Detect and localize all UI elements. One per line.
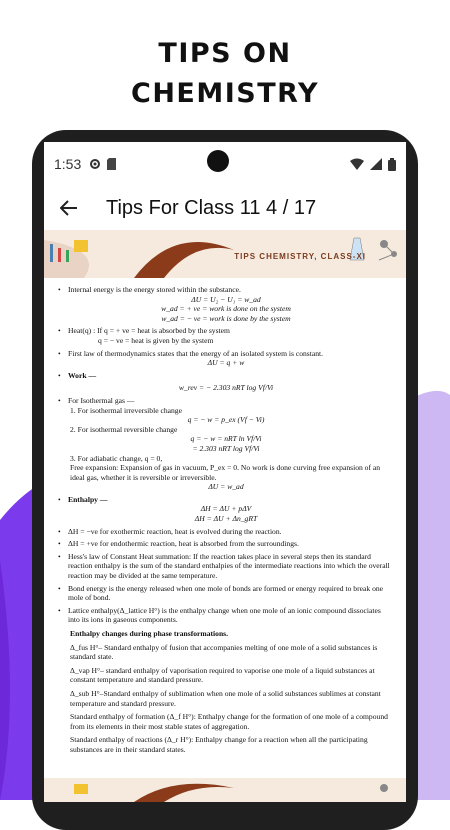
- doc-line: q = − w = p_ex (Vf − Vi): [187, 415, 265, 425]
- status-time: 1:53: [54, 156, 82, 172]
- doc-line: For Isothermal gas —: [68, 395, 135, 405]
- page-title: Tips For Class 11 4 / 17: [106, 196, 317, 219]
- doc-line: ΔH = ΔU + Δn_gRT: [194, 514, 258, 524]
- arrow-left-icon: [60, 200, 78, 216]
- doc-line: Heat(q) : If q = + ve = heat is absorbed by the system: [68, 326, 230, 336]
- doc-line: Bond energy is the energy released when one mole of bonds are formed or energy required to break one mole of bond.: [68, 583, 384, 603]
- doc-line: ΔH = ΔU + pΔV: [200, 504, 252, 514]
- doc-line: q = − w = nRT ln Vf/Vi: [190, 434, 262, 444]
- signal-icon: [370, 158, 382, 170]
- doc-line: Δ_vap H°– standard enthalpy of vaporisation required to vaporise one mole of a liquid substances at constant temperature and standard pressure.: [70, 665, 375, 685]
- doc-line: Internal energy is the energy stored within the substance.: [68, 285, 241, 294]
- doc-line: 1. For isothermal irreversible change: [70, 405, 182, 415]
- doc-line: Δ_fus H°– Standard enthalpy of fusion that accompanies melting of one mole of a solid substances is standard state.: [70, 642, 378, 662]
- doc-line: 3. For adiabatic change, q = 0,: [70, 453, 163, 463]
- doc-line: Standard enthalpy of reactions (Δ_r H°): Enthalpy change for a reaction when all the participating substances are in their standard states.: [70, 735, 368, 754]
- promo-title-line2: CHEMISTRY: [131, 78, 319, 109]
- status-bar: [44, 142, 406, 186]
- camera-cutout: [207, 150, 229, 172]
- doc-line: Δ_sub H°–Standard enthalpy of sublimation when one mole of a solid substances sublimes at constant temperature and standard pressure.: [70, 688, 381, 708]
- doc-line: 2. For isothermal reversible change: [70, 424, 178, 434]
- doc-line: Enthalpy changes during phase transformations.: [70, 629, 229, 638]
- sim-card-icon: [107, 158, 116, 170]
- document-content: • Internal energy is the energy stored within the substance. ΔU = U₂ − U₁ = w_ad w_ad = + ve = work is done on the system w_ad = − ve = work is done by the system • Heat(q) : If q = + ve = heat is absorbed by the system q = − ve = heat is given by the system • First law of thermodynamics states that the energy of an isolated system is constant. ΔU = q + w • Work — w_rev = − 2.303 nRT log Vf/Vi • For Isothermal gas — 1. For isothermal irreversible change q = − w = p_ex (Vf − Vi) 2. For isothermal reversible change q = − w = nRT ln Vf/Vi = 2.303 nRT log Vf/Vi 3. For adiabatic change, q = 0, Free expansion: Expansion of gas in vacuum, P_ex = 0. No work is done curving free expansion of an ideal gas, whether it is reversible or irreversible. ΔU = w_ad • Enthalpy — ΔH = ΔU + pΔV ΔH = ΔU + Δn_gRT • ΔH = −ve for exothermic reaction, heat is evolved during the reaction. • ΔH = +ve for endothermic reaction, heat is absorbed from the surroundings. • Hess's law of Constant Heat summation: If the reaction takes place in several steps then its standard reaction enthalpy is the sum of the standard enthalpies of the intermediate reactions into which the overall reaction may be divided at the same temperature. • Bond energy is the energy released when one mole of bonds are formed or energy required to break one mole of bond. • Lattice enthalpy(Δ_lattice H°) is the enthalpy change when one mole of an ionic compound dissociates into its ions in gaseous components. Enthalpy changes during phase transformations. Δ_fus H°– Standard enthalpy of fusion that accompanies melting of one mole of a solid substances is standard state. Δ_vap H°– standard enthalpy of vaporisation required to vaporise one mole of a liquid substances at constant temperature and standard pressure. Δ_sub H°–Standard enthalpy of sublimation when one mole of a solid substances sublimes at constant temperature and standard pressure. Standard enthalpy of formation (Δ_f H°): Enthalpy change for the formation of one mole of a compound from its elements in their most stable states of aggregation. Standard enthalpy of reactions (Δ_r H°): Enthalpy change for a reaction when all the participating substances are in their standard states.: [44, 278, 406, 755]
- doc-line: w_rev = − 2.303 nRT log Vf/Vi: [178, 383, 274, 393]
- promo-title: [0, 34, 450, 114]
- document-header-band: [44, 230, 406, 278]
- doc-line: w_ad = + ve = work is done on the system: [161, 304, 291, 314]
- doc-line: q = − ve = heat is given by the system: [98, 335, 214, 345]
- doc-line: = 2.303 nRT log Vf/Vi: [192, 443, 260, 453]
- doc-line: ΔU = w_ad: [208, 482, 244, 492]
- doc-line: Free expansion: Expansion of gas in vacuum, P_ex = 0. No work is done curving free expansion of an ideal gas, whether it is reversible or irreversible.: [70, 463, 381, 482]
- doc-line: ΔU = U₂ − U₁ = w_ad: [191, 294, 261, 304]
- settings-icon: [89, 158, 101, 170]
- promo-title-line1: TIPS ON: [158, 38, 292, 69]
- wifi-icon: [350, 158, 364, 170]
- footer-decoration: [44, 778, 406, 802]
- doc-line: ΔH = +ve for endothermic reaction, heat is absorbed from the surroundings.: [68, 539, 299, 549]
- battery-icon: [388, 158, 396, 171]
- doc-line: Lattice enthalpy(Δ_lattice H°) is the enthalpy change when one mole of an ionic compound dissociates into its ions in gaseous components.: [68, 605, 381, 625]
- doc-line: ΔH = −ve for exothermic reaction, heat is evolved during the reaction.: [68, 526, 282, 536]
- doc-line: Hess's law of Constant Heat summation: If the reaction takes place in several steps then its standard reaction enthalpy is the sum of the standard enthalpies of the intermediate reactions into which the overall reaction may be divided at the same temperature.: [68, 551, 390, 581]
- doc-line: First law of thermodynamics states that the energy of an isolated system is constant.: [68, 348, 324, 358]
- phone-screen: [44, 142, 406, 802]
- next-page-header-band: [44, 778, 406, 802]
- doc-line: w_ad = − ve = work is done by the system: [161, 313, 291, 323]
- app-bar: [44, 186, 406, 230]
- doc-line: ΔU = q + w: [207, 358, 245, 368]
- document-page[interactable]: [44, 230, 406, 755]
- back-button[interactable]: [54, 193, 84, 223]
- document-header-title: TIPS CHEMISTRY, CLASS-XI: [234, 252, 366, 261]
- doc-line: Standard enthalpy of formation (Δ_f H°): Enthalpy change for the formation of one mole of a compound from its elements in their most stable states of aggregation.: [70, 712, 388, 731]
- doc-line: Enthalpy —: [68, 494, 108, 504]
- doc-line: Work —: [68, 370, 97, 380]
